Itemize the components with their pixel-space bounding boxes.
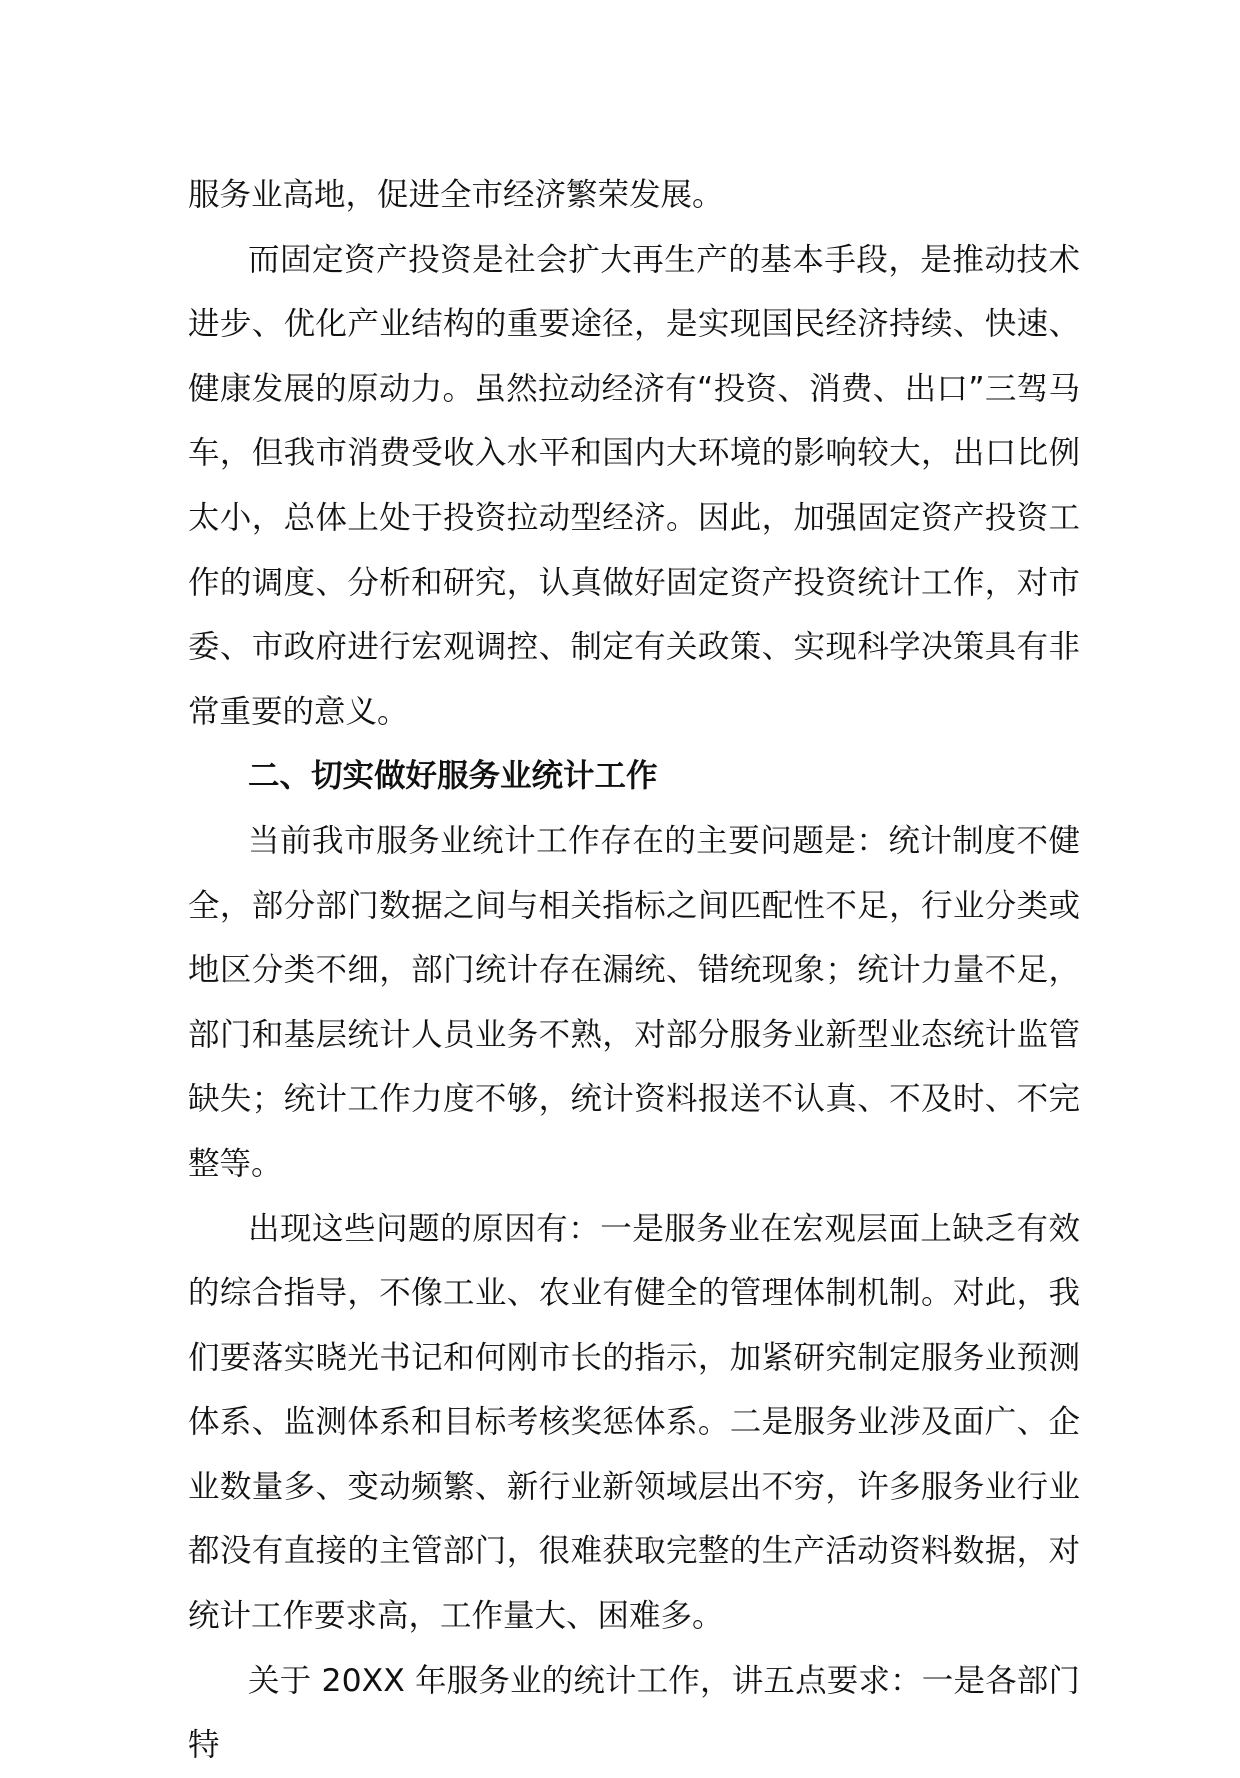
paragraph-continuation: 服务业高地，促进全市经济繁荣发展。 xyxy=(188,177,724,213)
paragraph-fixed-asset-investment: 而固定资产投资是社会扩大再生产的基本手段，是推动技术进步、优化产业结构的重要途径，是实现国民经济持续、快速、健康发展的原动力。虽然拉动经济有“投资、消费、出口”三驾马车，但我市消费受收入水平和国内大环境的影响较大，出口比例太小，总体上处于投资拉动型经济。因此，加强固定资产投资工作的调度、分析和研究，认真做好固定资产投资统计工作，对市委、市政府进行宏观调控、制定有关政策、实现科学决策具有非常重要的意义。 xyxy=(188,241,1080,730)
paragraph-requirements: 关于 20XX 年服务业的统计工作，讲五点要求：一是各部门特 xyxy=(188,1662,1080,1764)
paragraph-causes: 出现这些问题的原因有：一是服务业在宏观层面上缺乏有效的综合指导，不像工业、农业有健全的管理体制机制。对此，我们要落实晓光书记和何刚市长的指示，加紧研究制定服务业预测体系、监测体系和目标考核奖惩体系。二是服务业涉及面广、企业数量多、变动频繁、新行业新领域层出不穷，许多服务业行业都没有直接的主管部门，很难获取完整的生产活动资料数据，对统计工作要求高，工作量大、困难多。 xyxy=(188,1210,1080,1635)
document-body xyxy=(188,163,1080,1778)
paragraph-main-problems: 当前我市服务业统计工作存在的主要问题是：统计制度不健全，部分部门数据之间与相关指标之间匹配性不足，行业分类或地区分类不细，部门统计存在漏统、错统现象；统计力量不足，部门和基层统计人员业务不熟，对部分服务业新型业态统计监管缺失；统计工作力度不够，统计资料报送不认真、不及时、不完整等。 xyxy=(188,822,1080,1182)
section-heading: 二、切实做好服务业统计工作 xyxy=(248,758,658,795)
